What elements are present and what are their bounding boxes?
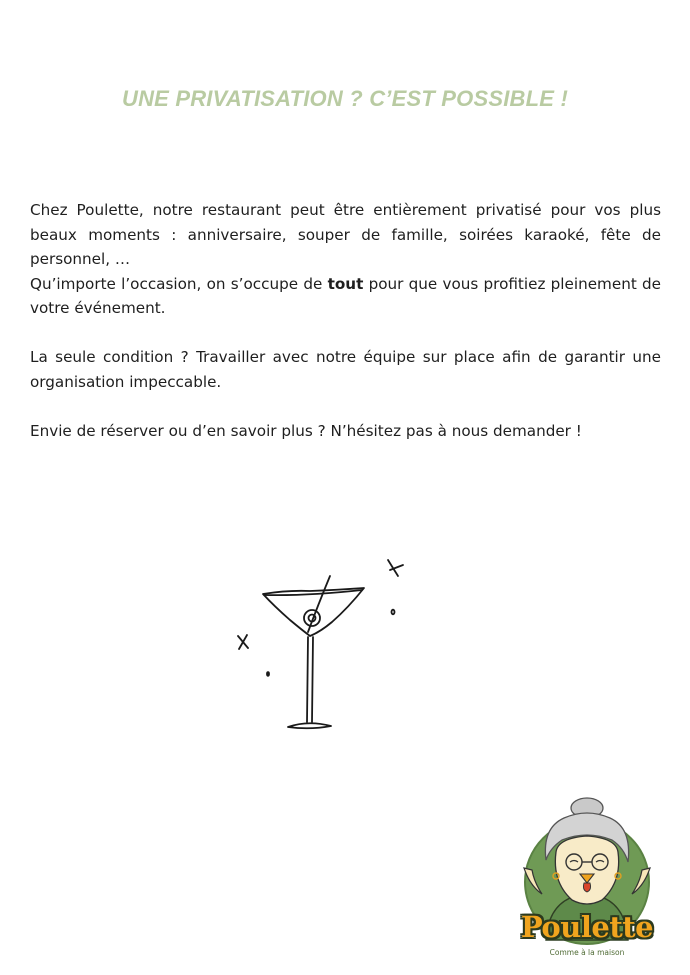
intro-paragraph: Chez Poulette, notre restaurant peut être entièrement privatisé pour vos plus beaux moments : anniversaire, souper de famille, soirées karaoké, fête de personnel, …	[30, 201, 661, 268]
occasion-text-start: Qu’importe l’occasion, on s’occupe de	[30, 274, 328, 293]
occasion-bold-word: tout	[327, 274, 364, 293]
occasion-text-end: pour que vous profitiez pleinement de votre événement.	[30, 274, 661, 317]
poulette-logo	[512, 790, 662, 965]
body-text	[30, 198, 661, 443]
cocktail-glass-icon	[228, 550, 418, 740]
contact-paragraph: Envie de réserver ou d’en savoir plus ? N’hésitez pas à nous demander !	[30, 421, 582, 440]
logo-name: Poulette	[520, 910, 654, 944]
condition-paragraph: La seule condition ? Travailler avec notre équipe sur place afin de garantir une organisation impeccable.	[30, 348, 661, 391]
page-title: UNE PRIVATISATION ? C’EST POSSIBLE !	[121, 86, 568, 111]
occasion-paragraph	[30, 272, 661, 321]
logo-tagline: Comme à la maison	[549, 948, 625, 957]
